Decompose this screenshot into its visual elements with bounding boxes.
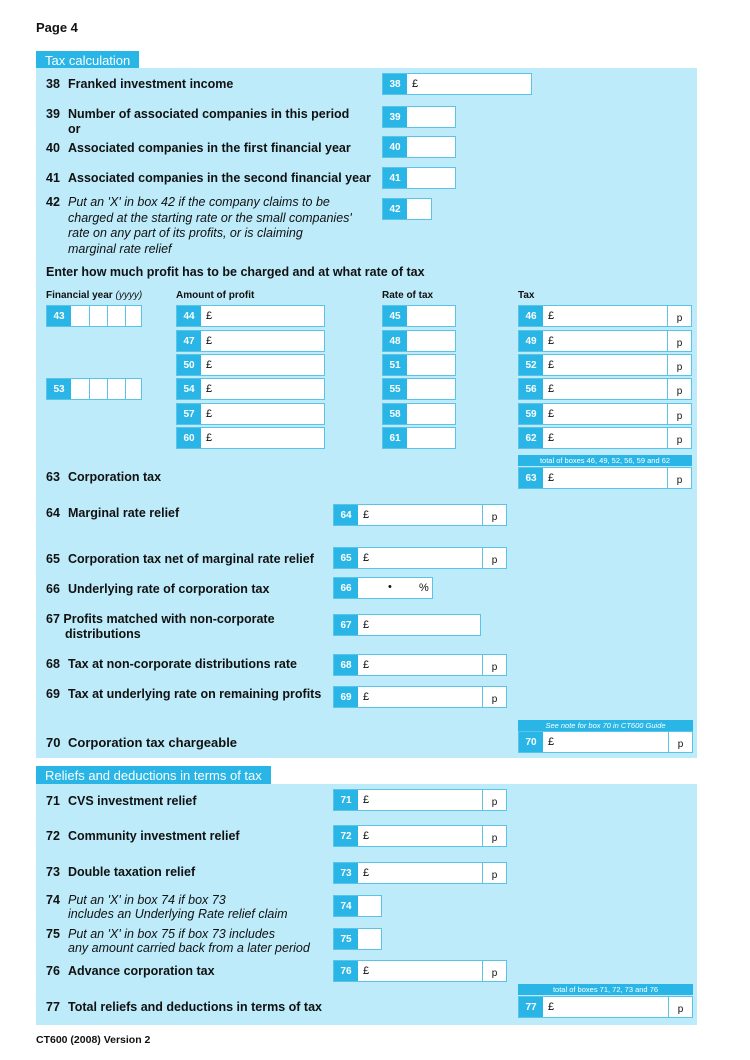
box-52-tax[interactable]: 52 £ p — [518, 354, 692, 376]
label-42-num: 42 — [46, 195, 60, 209]
box-47-amount[interactable]: 47 £ — [176, 330, 325, 352]
section-title-tax-calculation: Tax calculation — [36, 51, 139, 71]
label-63: 63 Corporation tax — [46, 470, 162, 484]
box-70-ct-chargeable[interactable]: 70 £ p — [518, 731, 693, 753]
box-73-double-taxation[interactable]: 73 £ p — [333, 862, 507, 884]
label-74-num: 74 — [46, 893, 60, 907]
box-74-checkbox[interactable]: 74 — [333, 895, 382, 917]
form-footer: CT600 (2008) Version 2 — [36, 1034, 151, 1046]
label-66: 66 Underlying rate of corporation tax — [46, 582, 270, 596]
box-66-underlying-rate[interactable]: 66 • % — [333, 577, 433, 599]
box-49-tax[interactable]: 49 £ p — [518, 330, 692, 352]
label-74-text: Put an 'X' in box 74 if box 73 includes an Underlying Rate relief claim — [68, 893, 288, 921]
box-68-tax-non-corporate[interactable]: 68 £ p — [333, 654, 507, 676]
label-38: 38 Franked investment income — [46, 77, 234, 91]
label-75-num: 75 — [46, 927, 60, 941]
col-amount-of-profit: Amount of profit — [176, 290, 255, 301]
box-61-rate[interactable]: 61 — [382, 427, 456, 449]
box-62-tax[interactable]: 62 £ p — [518, 427, 692, 449]
page-number: Page 4 — [36, 20, 78, 35]
label-69: 69 Tax at underlying rate on remaining profits — [46, 687, 322, 701]
box-50-amount[interactable]: 50 £ — [176, 354, 325, 376]
col-financial-year: Financial year (yyyy) — [46, 290, 143, 301]
box-55-rate[interactable]: 55 — [382, 378, 456, 400]
label-77: 77 Total reliefs and deductions in terms of tax — [46, 1000, 322, 1014]
box-59-tax[interactable]: 59 £ p — [518, 403, 692, 425]
label-76: 76 Advance corporation tax — [46, 964, 215, 978]
col-rate-of-tax: Rate of tax — [382, 290, 434, 301]
box-48-rate[interactable]: 48 — [382, 330, 456, 352]
label-73: 73 Double taxation relief — [46, 865, 196, 879]
box-65-ct-net[interactable]: 65 £ p — [333, 547, 507, 569]
box-42-checkbox[interactable]: 42 — [382, 198, 432, 220]
box-38-franked-investment-income[interactable]: 38 £ — [382, 73, 532, 95]
box-45-rate[interactable]: 45 — [382, 305, 456, 327]
box-43-financial-year[interactable]: 43 — [46, 305, 142, 327]
section-title-reliefs: Reliefs and deductions in terms of tax — [36, 766, 271, 786]
box-46-tax[interactable]: 46 £ p — [518, 305, 692, 327]
box-72-community-relief[interactable]: 72 £ p — [333, 825, 507, 847]
total-63-note: total of boxes 46, 49, 52, 56, 59 and 62 — [518, 455, 692, 466]
profit-heading: Enter how much profit has to be charged and at what rate of tax — [46, 265, 425, 279]
label-41: 41 Associated companies in the second financial year — [46, 171, 371, 185]
box-41-associated-second-year[interactable]: 41 — [382, 167, 456, 189]
label-75-text: Put an 'X' in box 75 if box 73 includes any amount carried back from a later period — [68, 927, 310, 955]
box-40-associated-first-year[interactable]: 40 — [382, 136, 456, 158]
total-77-note: total of boxes 71, 72, 73 and 76 — [518, 984, 693, 995]
box-67-profits-matched[interactable]: 67 £ — [333, 614, 481, 636]
box-56-tax[interactable]: 56 £ p — [518, 378, 692, 400]
label-70: 70 Corporation tax chargeable — [46, 735, 238, 750]
note-70: See note for box 70 in CT600 Guide — [518, 720, 693, 731]
box-63-corporation-tax[interactable]: 63 £ p — [518, 467, 692, 489]
label-39: 39 Number of associated companies in this period or — [46, 107, 350, 136]
box-39-associated-companies[interactable]: 39 — [382, 106, 456, 128]
box-71-cvs-relief[interactable]: 71 £ p — [333, 789, 507, 811]
label-40: 40 Associated companies in the first financial year — [46, 141, 351, 155]
box-58-rate[interactable]: 58 — [382, 403, 456, 425]
box-69-tax-underlying[interactable]: 69 £ p — [333, 686, 507, 708]
box-57-amount[interactable]: 57 £ — [176, 403, 325, 425]
box-76-advance-ct[interactable]: 76 £ p — [333, 960, 507, 982]
box-51-rate[interactable]: 51 — [382, 354, 456, 376]
box-64-marginal-rate-relief[interactable]: 64 £ p — [333, 504, 507, 526]
label-67: 67 Profits matched with non-corporate distributions — [46, 612, 275, 641]
col-tax: Tax — [518, 290, 535, 301]
label-64: 64 Marginal rate relief — [46, 506, 180, 520]
box-75-checkbox[interactable]: 75 — [333, 928, 382, 950]
label-65: 65 Corporation tax net of marginal rate relief — [46, 552, 314, 566]
label-68: 68 Tax at non-corporate distributions rate — [46, 657, 297, 671]
box-53-financial-year[interactable]: 53 — [46, 378, 142, 400]
label-71: 71 CVS investment relief — [46, 794, 197, 808]
box-44-amount[interactable]: 44 £ — [176, 305, 325, 327]
box-77-total-reliefs[interactable]: 77 £ p — [518, 996, 693, 1018]
box-54-amount[interactable]: 54 £ — [176, 378, 325, 400]
box-60-amount[interactable]: 60 £ — [176, 427, 325, 449]
label-72: 72 Community investment relief — [46, 829, 240, 843]
label-42-text: Put an 'X' in box 42 if the company claims to be charged at the starting rate or the small companies' rate on any part of its profits, or is claiming marginal rate relief — [68, 195, 352, 256]
